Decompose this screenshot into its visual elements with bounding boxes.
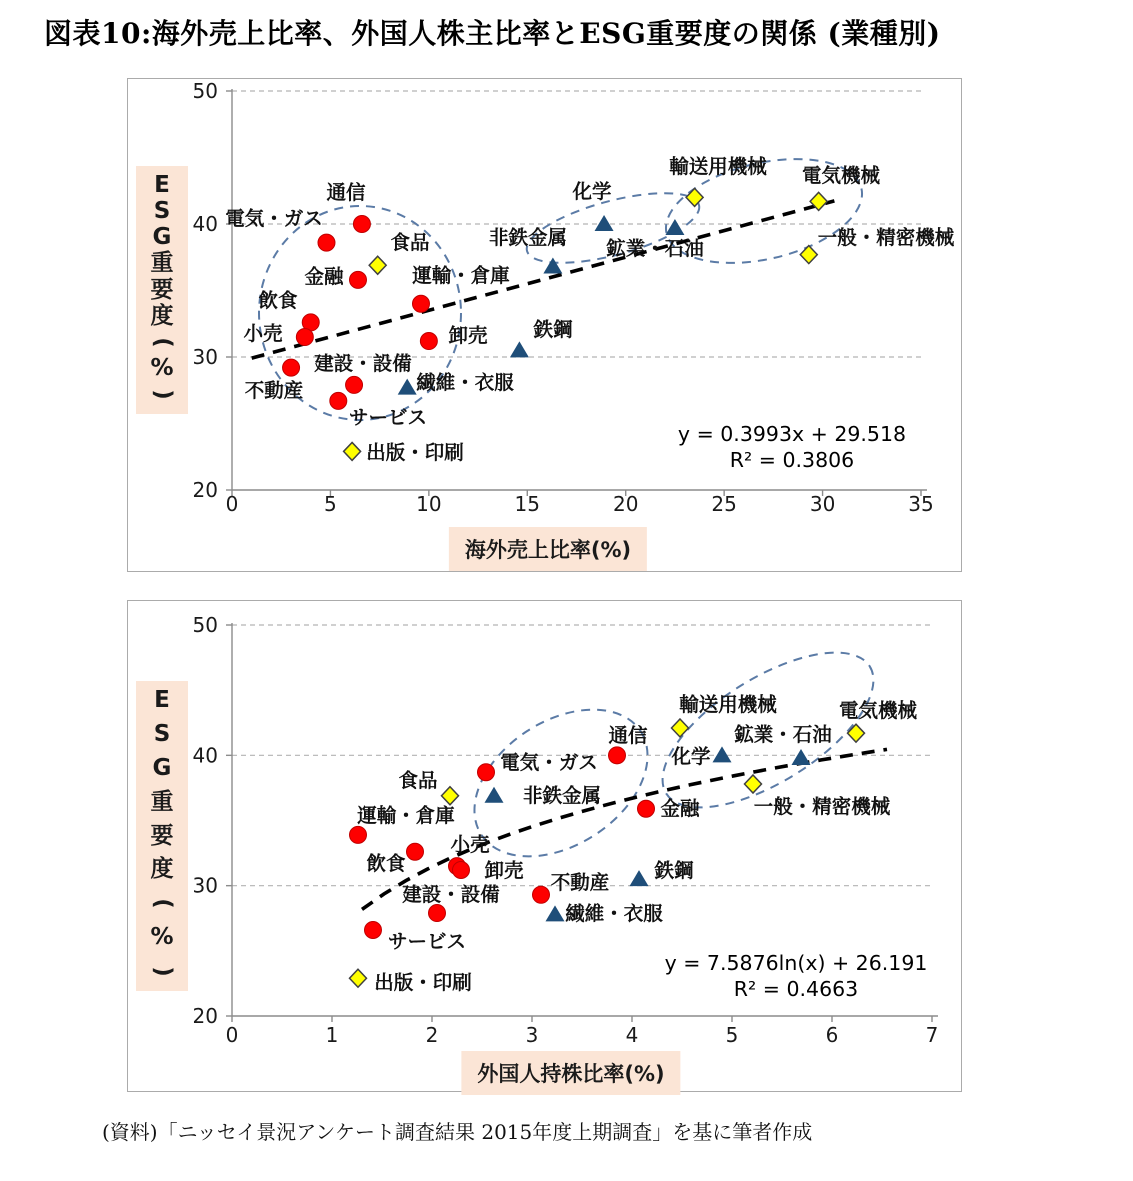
point-label: 一般・精密機械: [817, 226, 955, 249]
svg-text:0: 0: [225, 1023, 239, 1047]
point-金融: [304, 265, 366, 288]
diamond-marker: [800, 246, 817, 264]
point-label: 出版・印刷: [366, 441, 464, 464]
point-label: 飲食: [366, 852, 406, 875]
point-出版・印刷: [344, 441, 464, 464]
point-label: 金融: [660, 797, 700, 820]
point-label: 卸売: [484, 859, 524, 882]
point-金融: [638, 797, 700, 820]
y-axis-title-char: %: [150, 924, 174, 951]
point-一般・精密機械: [745, 775, 891, 818]
point-鉄鋼: [630, 859, 694, 886]
diamond-marker: [672, 719, 689, 737]
y-axis-title-char: 度: [150, 856, 174, 883]
point-label: 通信: [326, 181, 366, 204]
y-axis-title-char: S: [153, 720, 171, 747]
triangle-marker: [792, 749, 811, 765]
point-卸売: [420, 324, 488, 350]
diamond-marker: [442, 787, 459, 805]
point-label: 繊維・衣服: [416, 371, 514, 394]
svg-text:5: 5: [324, 492, 337, 516]
point-label: 非鉄金属: [522, 784, 602, 807]
point-label: 一般・精密機械: [753, 795, 891, 818]
triangle-marker: [713, 746, 732, 762]
circle-marker: [330, 392, 347, 409]
triangle-marker: [398, 379, 417, 395]
point-label: 食品: [398, 769, 438, 792]
point-label: 不動産: [244, 379, 304, 402]
svg-text:50: 50: [192, 79, 218, 103]
circle-marker: [353, 216, 370, 233]
svg-text:40: 40: [192, 212, 218, 236]
point-運輸・倉庫: [350, 804, 456, 843]
scatter-points: [225, 155, 955, 464]
point-label: 繊維・衣服: [565, 902, 663, 925]
point-label: 電気機械: [838, 699, 918, 722]
y-axis-title-char: 要: [150, 276, 174, 303]
figure-title: 図表10:海外売上比率、外国人株主比率とESG重要度の関係 (業種別): [44, 17, 941, 50]
point-label: 輸送用機械: [679, 693, 777, 716]
y-axis-title-char: (: [149, 336, 176, 348]
point-label: 鉱業・石油: [734, 723, 832, 746]
svg-text:10: 10: [416, 492, 442, 516]
scatter-points: [350, 693, 918, 994]
point-電気機械: [839, 699, 918, 742]
y-axis-title-char: 重: [150, 250, 174, 277]
point-不動産: [533, 871, 610, 903]
circle-marker: [318, 234, 335, 251]
triangle-marker: [543, 258, 562, 274]
svg-text:25: 25: [711, 492, 737, 516]
point-輸送用機械: [669, 155, 767, 206]
point-建設・設備: [402, 883, 500, 922]
r-squared-value: R² = 0.4663: [733, 977, 859, 1001]
point-label: 飲食: [258, 289, 298, 312]
circle-marker: [283, 359, 300, 376]
circle-marker: [296, 329, 313, 346]
y-axis-title-char: E: [154, 687, 170, 713]
regression-equation: y = 0.3993x + 29.518: [677, 422, 907, 446]
svg-text:6: 6: [825, 1023, 839, 1047]
svg-text:20: 20: [192, 478, 218, 502]
point-label: 化学: [572, 180, 612, 203]
triangle-marker: [630, 870, 649, 886]
point-label: 化学: [671, 745, 711, 768]
point-化学: [670, 745, 731, 768]
svg-text:2: 2: [425, 1023, 439, 1047]
circle-marker: [609, 747, 626, 764]
source-note: (資料)「ニッセイ景況アンケート調査結果 2015年度上期調査」を基に筆者作成: [102, 1120, 813, 1144]
svg-text:7: 7: [925, 1023, 939, 1047]
point-label: 建設・設備: [402, 883, 500, 906]
y-axis-title-char: S: [153, 198, 171, 225]
x-axis-title: 外国人持株比率(%): [461, 1051, 680, 1095]
point-label: 卸売: [448, 324, 488, 347]
point-label: 鉄鋼: [654, 859, 694, 882]
circle-marker: [533, 886, 550, 903]
point-label: サービス: [348, 406, 428, 429]
diamond-marker: [686, 188, 703, 206]
svg-text:0: 0: [225, 492, 239, 516]
point-label: 電気・ガス: [500, 751, 598, 774]
point-label: 非鉄金属: [488, 226, 568, 249]
circle-marker: [346, 376, 363, 393]
point-通信: [326, 181, 370, 233]
diamond-marker: [344, 442, 361, 460]
point-食品: [398, 769, 458, 805]
point-label: 輸送用機械: [669, 155, 767, 178]
point-出版・印刷: [350, 969, 472, 994]
svg-text:20: 20: [192, 1004, 218, 1028]
point-label: 建設・設備: [314, 352, 412, 375]
point-建設・設備: [314, 352, 412, 393]
r-squared-value: R² = 0.3806: [729, 448, 855, 472]
point-繊維・衣服: [546, 902, 664, 925]
gridlines: [232, 91, 921, 357]
svg-text:3: 3: [525, 1023, 539, 1047]
point-電気・ガス: [225, 207, 335, 251]
circle-marker: [412, 295, 429, 312]
svg-text:30: 30: [192, 873, 218, 898]
scatter-plot-svg: [128, 79, 961, 571]
y-axis-title-char: 要: [150, 822, 174, 849]
triangle-marker: [485, 787, 504, 803]
diamond-marker: [350, 969, 367, 987]
y-axis-title-char: G: [152, 754, 172, 781]
circle-marker: [350, 826, 367, 843]
y-axis-title: [136, 166, 188, 414]
point-サービス: [330, 392, 427, 429]
point-label: サービス: [387, 930, 467, 953]
point-label: 電気機械: [801, 164, 881, 187]
y-axis-title-char: 重: [150, 788, 174, 815]
diamond-marker: [369, 256, 386, 274]
triangle-marker: [546, 905, 565, 921]
circle-marker: [365, 921, 382, 938]
point-label: 金融: [304, 265, 344, 288]
triangle-marker: [665, 219, 684, 235]
point-サービス: [365, 921, 467, 953]
circle-marker: [638, 800, 655, 817]
y-axis-title-char: 度: [150, 302, 174, 329]
point-label: 運輸・倉庫: [357, 804, 455, 827]
circle-marker: [420, 333, 437, 350]
point-label: 通信: [608, 724, 648, 747]
point-不動産: [245, 359, 304, 402]
point-一般・精密機械: [800, 226, 954, 264]
circle-marker: [429, 905, 446, 922]
point-飲食: [366, 843, 423, 875]
chart-foreign-ownership-vs-esg: [127, 600, 962, 1092]
circle-marker: [349, 271, 366, 288]
y-axis-title-char: ): [149, 966, 176, 977]
point-label: 小売: [243, 322, 283, 345]
svg-text:4: 4: [625, 1023, 639, 1047]
circle-marker: [407, 843, 424, 860]
svg-text:40: 40: [192, 743, 218, 768]
diamond-marker: [745, 775, 762, 793]
point-通信: [608, 724, 648, 764]
circle-marker: [478, 764, 495, 781]
point-電気機械: [802, 164, 881, 210]
chart-overseas-sales-vs-esg: [127, 78, 962, 572]
scatter-plot-svg: [128, 601, 961, 1091]
regression-equation: y = 7.5876ln(x) + 26.191: [664, 951, 928, 975]
point-label: 出版・印刷: [374, 971, 472, 994]
svg-text:35: 35: [908, 492, 934, 516]
svg-text:20: 20: [612, 492, 639, 516]
x-axis-title: 海外売上比率(%): [449, 527, 647, 571]
y-axis-title-char: G: [152, 224, 172, 251]
point-label: 運輸・倉庫: [412, 264, 510, 287]
y-axis-title-char: ): [149, 389, 176, 400]
y-axis-title: [136, 681, 188, 991]
point-label: 食品: [390, 231, 430, 254]
point-鉱業・石油: [606, 219, 704, 260]
triangle-marker: [510, 341, 529, 357]
point-非鉄金属: [485, 784, 602, 807]
point-繊維・衣服: [398, 371, 515, 395]
y-axis-title-char: %: [150, 354, 174, 381]
point-label: 不動産: [550, 871, 610, 894]
svg-text:30: 30: [192, 345, 218, 369]
triangle-marker: [595, 215, 614, 231]
point-鉄鋼: [510, 318, 573, 357]
svg-text:15: 15: [514, 492, 541, 516]
point-label: 鉱業・石油: [606, 237, 704, 260]
point-label: 電気・ガス: [225, 207, 323, 230]
svg-text:50: 50: [192, 613, 218, 637]
svg-text:5: 5: [725, 1023, 739, 1047]
circle-marker: [453, 862, 470, 879]
point-label: 小売: [450, 833, 490, 856]
svg-text:30: 30: [809, 492, 836, 516]
point-卸売: [453, 859, 524, 882]
point-label: 鉄鋼: [533, 318, 573, 341]
y-axis-title-char: (: [149, 898, 176, 910]
svg-text:1: 1: [325, 1023, 339, 1047]
y-axis-title-char: E: [154, 172, 170, 198]
